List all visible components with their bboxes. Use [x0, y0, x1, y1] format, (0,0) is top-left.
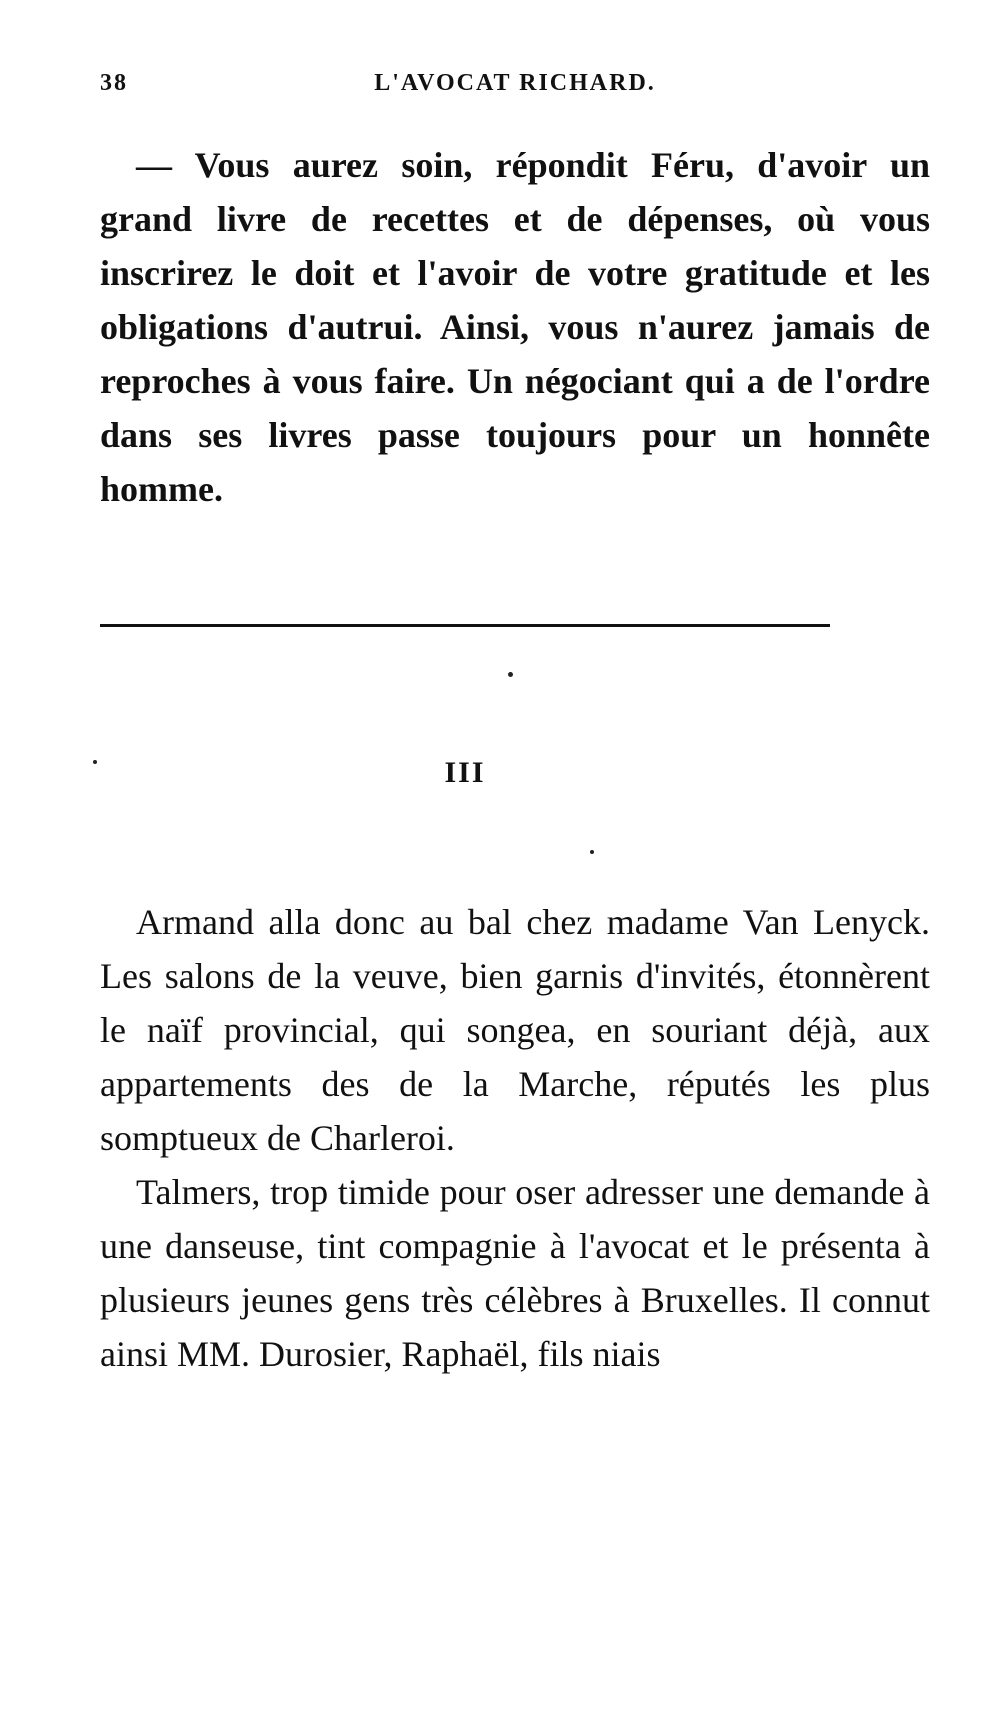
print-speck: [93, 760, 97, 764]
paragraph: Talmers, trop timide pour oser adresser une demande à une danseuse, tint compagnie à l'avocat et le présenta à plusieurs jeunes gens très célèbres à Bruxelles. Il connut ainsi MM. Durosier, Raphaël, fils niais: [100, 1172, 930, 1374]
running-head: [100, 70, 930, 106]
paragraph: — Vous aurez soin, répondit Féru, d'avoir un grand livre de recettes et de dépenses, où vous inscrirez le doit et l'avoir de votre gratitude et les obligations d'autrui. Ainsi, vous n'aurez jamais de reproches à vous faire. Un négociant qui a de l'ordre dans ses livres passe toujours pour un honnête homme.: [100, 145, 930, 509]
previous-section-text: [100, 138, 930, 516]
running-title: L'AVOCAT RICHARD.: [374, 70, 656, 96]
print-speck: [508, 672, 513, 677]
chapter-heading: III: [444, 756, 486, 789]
paragraph: Armand alla donc au bal chez madame Van Lenyck. Les salons de la veuve, bien garnis d'invités, étonnèrent le naïf provincial, qui songea, en souriant déjà, aux appartements des de la Marche, réputés les plus somptueux de Charleroi.: [100, 902, 930, 1158]
chapter-text: [100, 895, 930, 1381]
section-divider: [100, 624, 830, 627]
print-speck: [590, 850, 594, 854]
page-number: 38: [100, 70, 128, 96]
